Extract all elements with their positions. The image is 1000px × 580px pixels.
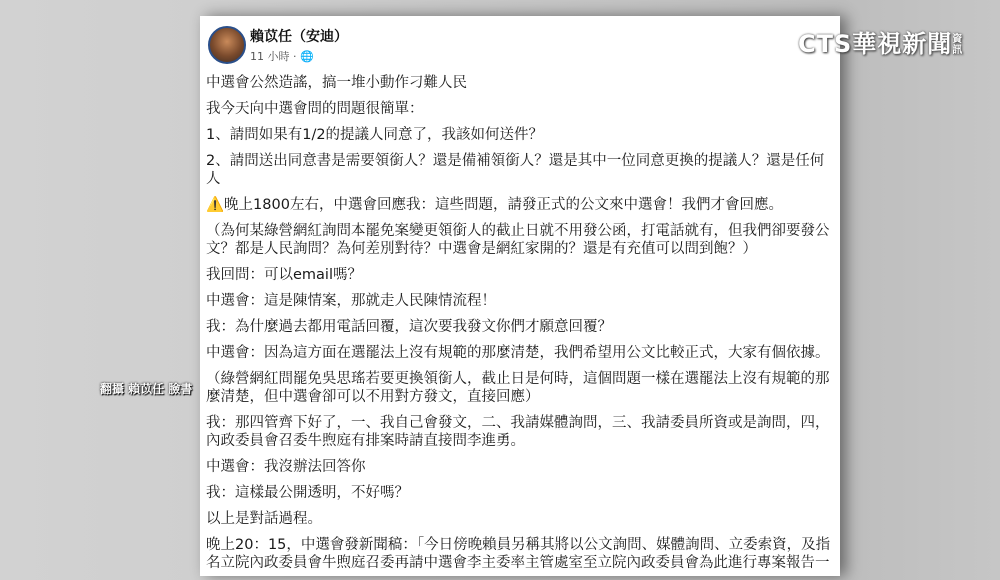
avatar[interactable] xyxy=(208,26,246,64)
post-paragraph: 晚上20：15，中選會發新聞稿：「今日傍晚賴員另稱其將以公文詢問、媒體詢問、立委索資，及指名立院內政委員會牛煦庭召委再請中選會李主委率主管處室至立院內政委員會為此進行專案報告一 xyxy=(206,537,831,571)
post-paragraph: 2、請問送出同意書是需要領銜人？還是備補領銜人？還是其中一位同意更換的提議人？還是任何人 xyxy=(206,153,825,187)
post-paragraph: 我：這樣最公開透明，不好嗎？ xyxy=(206,485,409,501)
post-paragraph: ⚠️晚上1800左右，中選會回應我：這些問題，請發正式的公文來中選會！我們才會回應。 xyxy=(206,197,783,213)
post-paragraph: 我：為什麼過去都用電話回覆，這次要我發文你們才願意回覆？ xyxy=(206,319,612,335)
post-paragraph: 中選會公然造謠，搞一堆小動作刁難人民 xyxy=(206,75,467,91)
post-paragraph: （綠營網紅問罷免吳思瑤若要更換領銜人，截止日是何時，這個問題一樣在選罷法上沒有規範的那麼清楚，但中選會卻可以不用對方發文，直接回應） xyxy=(206,371,830,405)
globe-icon: 🌐 xyxy=(299,50,314,63)
author-name[interactable]: 賴苡任（安迪） xyxy=(250,29,348,45)
post-paragraph: 我：那四管齊下好了，一、我自己會發文，二、我請媒體詢問，三、我請委員所資或是詢問，四，內政委員會召委牛煦庭有排案時請直接問李進勇。 xyxy=(206,415,830,449)
post-paragraph: 以上是對話過程。 xyxy=(206,511,322,527)
post-paragraph: 我回問：可以email嗎？ xyxy=(206,267,362,283)
cts-logo: CTS華視新聞資訊 xyxy=(798,30,964,58)
post-paragraph: 中選會：我沒辦法回答你 xyxy=(206,459,366,475)
facebook-post xyxy=(200,16,840,576)
post-paragraph: （為何某綠營網紅詢問本罷免案變更領銜人的截止日就不用發公函，打電話就有，但我們卻要發公文？都是人民詢問？為何差別對待？中選會是網紅家開的？還是有充值可以問到飽？） xyxy=(206,223,830,257)
post-body xyxy=(206,74,836,580)
post-meta xyxy=(250,48,314,64)
post-paragraph: 中選會：這是陳情案，那就走人民陳情流程！ xyxy=(206,293,496,309)
post-paragraph: 中選會：因為這方面在選罷法上沒有規範的那麼清楚，我們希望用公文比較正式，大家有個依據。 xyxy=(206,345,830,361)
post-time[interactable]: 11 小時 · xyxy=(250,50,300,63)
post-paragraph: 我今天向中選會問的問題很簡單： xyxy=(206,101,424,117)
post-paragraph: 1、請問如果有1/2的提議人同意了，我該如何送件？ xyxy=(206,127,544,143)
source-credit: 翻攝 賴苡任 臉書 xyxy=(100,382,193,396)
